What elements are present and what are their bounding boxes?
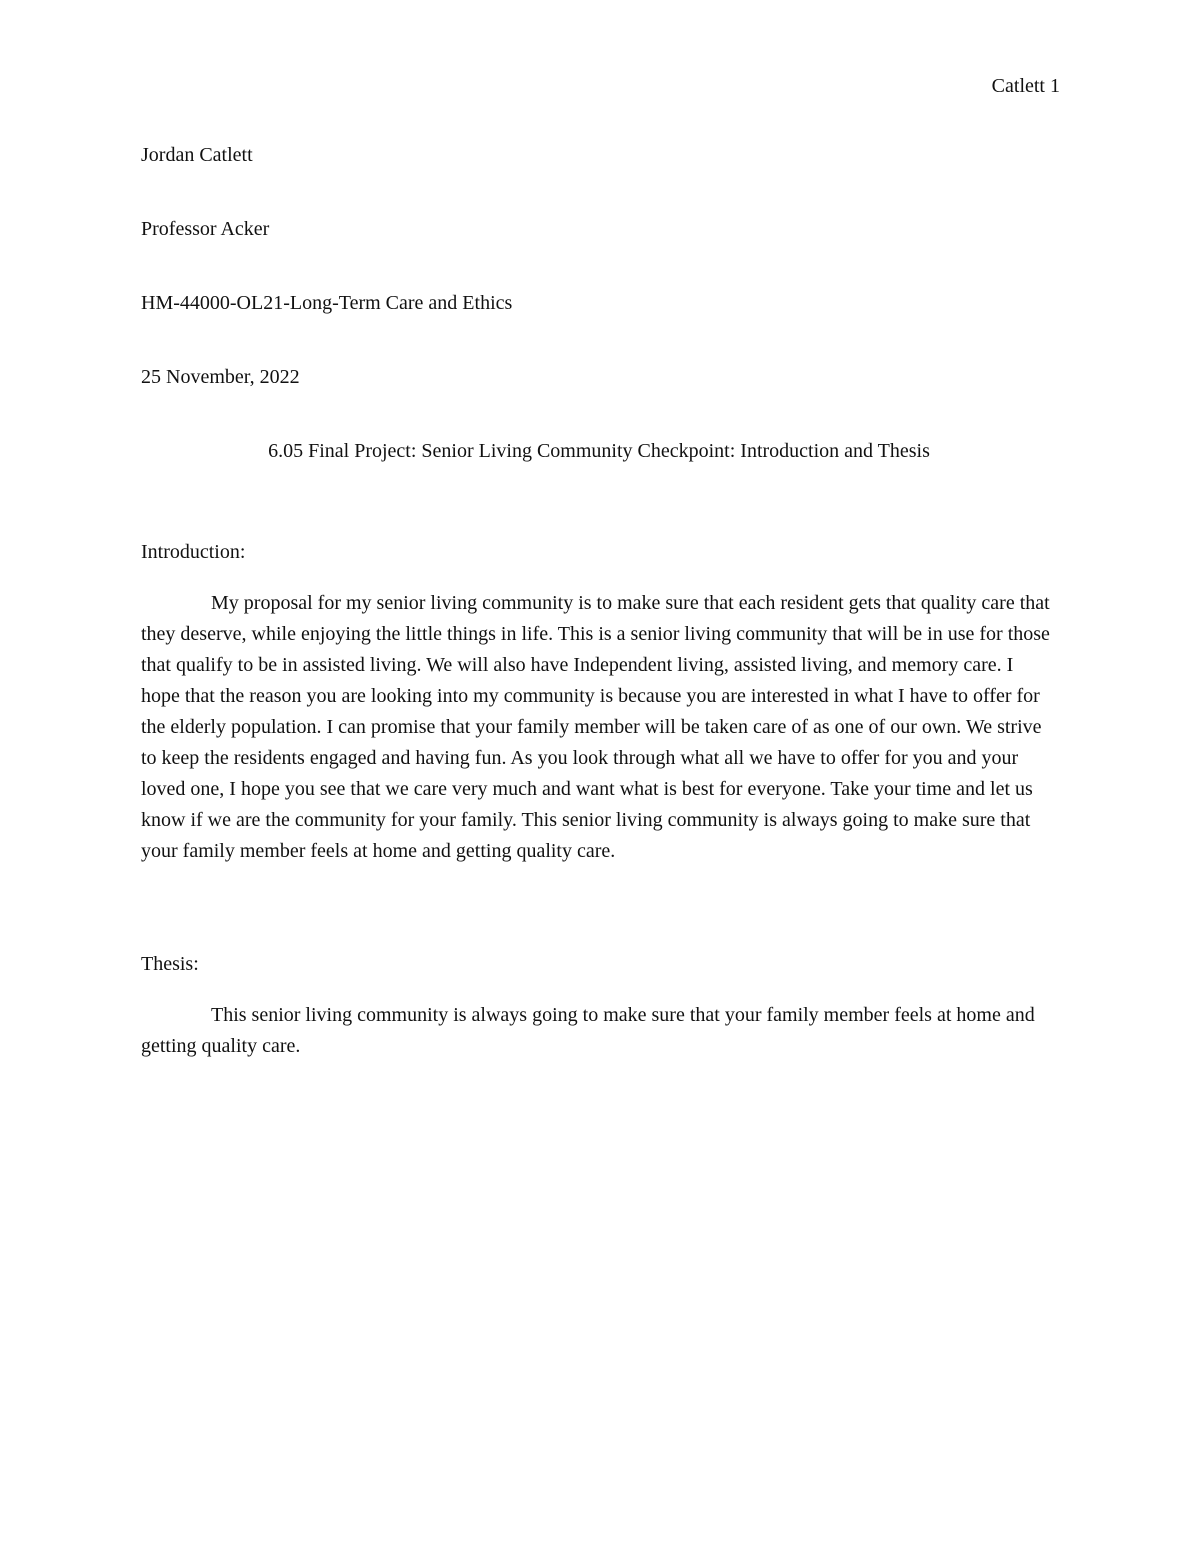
thesis-label: Thesis: [141, 953, 199, 975]
document-title: 6.05 Final Project: Senior Living Community Checkpoint: Introduction and Thesis [268, 440, 930, 462]
introduction-paragraph: My proposal for my senior living community is to make sure that each resident gets that quality care that they deserve, while enjoying the little things in life. This is a senior living community that will be in use for those that qualify to be in assisted living. We will also have Independent living, assisted living, and memory care. I hope that the reason you are looking into my community is because you are interested in what I have to offer for the elderly population. I can promise that your family member will be taken care of as one of our own. We strive to keep the residents engaged and having fun. As you look through what all we have to offer for you and your loved one, I hope you see that we care very much and want what is best for everyone. Take your time and let us know if we are the community for your family. This senior living community is always going to make sure that your family member feels at home and getting quality care. [141, 592, 1050, 862]
introduction-label: Introduction: [141, 541, 246, 563]
professor-name: Professor Acker [141, 218, 270, 240]
page-header-running-head: Catlett 1 [991, 75, 1060, 97]
course-name: HM-44000-OL21-Long-Term Care and Ethics [141, 292, 513, 314]
thesis-paragraph: This senior living community is always going to make sure that your family member feels at home and getting quality care. [141, 1004, 1035, 1057]
document-date: 25 November, 2022 [141, 366, 300, 388]
student-name: Jordan Catlett [141, 144, 253, 166]
